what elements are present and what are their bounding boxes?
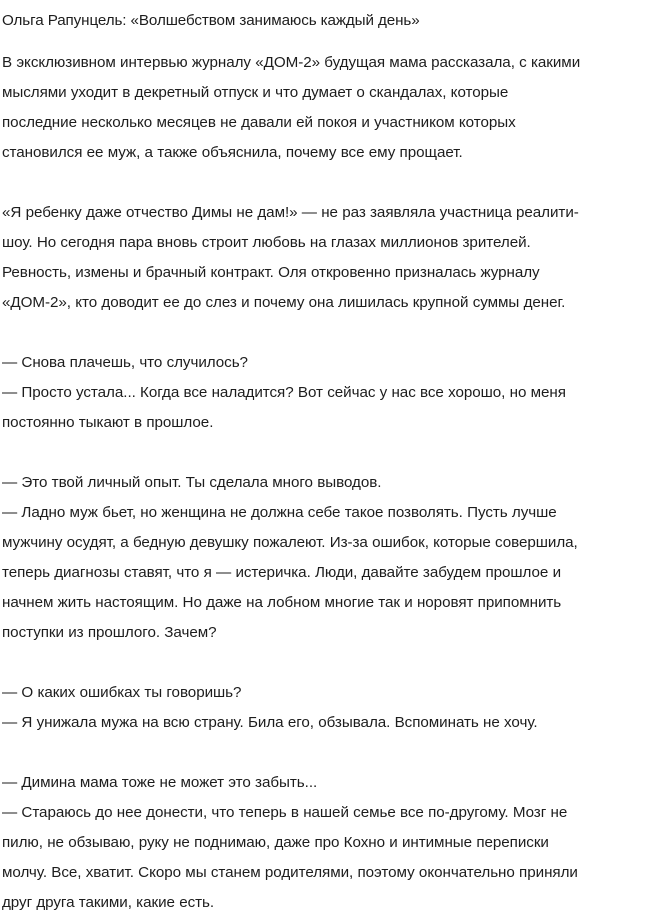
qa-block-3 [2, 678, 660, 738]
text-line: В эксклюзивном интервью журналу «ДОМ-2» будущая мама рассказала, с какими [2, 54, 581, 71]
paragraph-lead [2, 48, 660, 168]
text-line: мужчину осудят, а бедную девушку пожалеют. Из-за ошибок, которые совершила, [2, 534, 578, 551]
text-line: последние несколько месяцев не давали ей покоя и участником которых [2, 114, 516, 131]
paragraph-intro [2, 198, 660, 318]
text-line: становился ее муж, а также объяснила, почему все ему прощает. [2, 144, 463, 161]
text-line: «Я ребенку даже отчество Димы не дам!» — не раз заявляла участница реалити- [2, 204, 579, 221]
text-line: мыслями уходит в декретный отпуск и что думает о скандалах, которые [2, 84, 509, 101]
qa-block-1 [2, 348, 660, 438]
title-spacer [2, 36, 660, 48]
text-line: начнем жить настоящим. Но даже на лобном многие так и норовят припомнить [2, 594, 562, 611]
text-line: поступки из прошлого. Зачем? [2, 624, 217, 641]
text-line: — Димина мама тоже не может это забыть... [2, 774, 318, 791]
paragraph-spacer [2, 438, 660, 468]
text-line: пилю, не обзываю, руку не поднимаю, даже про Кохно и интимные переписки [2, 834, 549, 851]
paragraph-spacer [2, 168, 660, 198]
text-line: — Это твой личный опыт. Ты сделала много выводов. [2, 474, 382, 491]
text-line: друг друга такими, какие есть. [2, 894, 215, 911]
text-line: — Снова плачешь, что случилось? [2, 354, 248, 371]
text-line: — Просто устала... Когда все наладится? Вот сейчас у нас все хорошо, но меня [2, 384, 566, 401]
text-line: — Я унижала мужа на всю страну. Била его, обзывала. Вспоминать не хочу. [2, 714, 538, 731]
text-line: теперь диагнозы ставят, что я — истеричка. Люди, давайте забудем прошлое и [2, 564, 562, 581]
text-line: постоянно тыкают в прошлое. [2, 414, 214, 431]
text-line: Ревность, измены и брачный контракт. Оля откровенно призналась журналу [2, 264, 540, 281]
paragraph-spacer [2, 648, 660, 678]
text-line: шоу. Но сегодня пара вновь строит любовь на глазах миллионов зрителей. [2, 234, 531, 251]
qa-block-4 [2, 768, 660, 918]
paragraph-spacer [2, 738, 660, 768]
text-line: — О каких ошибках ты говоришь? [2, 684, 242, 701]
text-line: молчу. Все, хватит. Скоро мы станем родителями, поэтому окончательно приняли [2, 864, 578, 881]
paragraph-spacer [2, 318, 660, 348]
qa-block-2 [2, 468, 660, 648]
text-line: «ДОМ-2», кто доводит ее до слез и почему она лишилась крупной суммы денег. [2, 294, 566, 311]
page-title: Ольга Рапунцель: «Волшебством занимаюсь каждый день» [2, 12, 420, 29]
text-line: — Стараюсь до нее донести, что теперь в нашей семье все по-другому. Мозг не [2, 804, 568, 821]
text-line: — Ладно муж бьет, но женщина не должна себе такое позволять. Пусть лучше [2, 504, 557, 521]
